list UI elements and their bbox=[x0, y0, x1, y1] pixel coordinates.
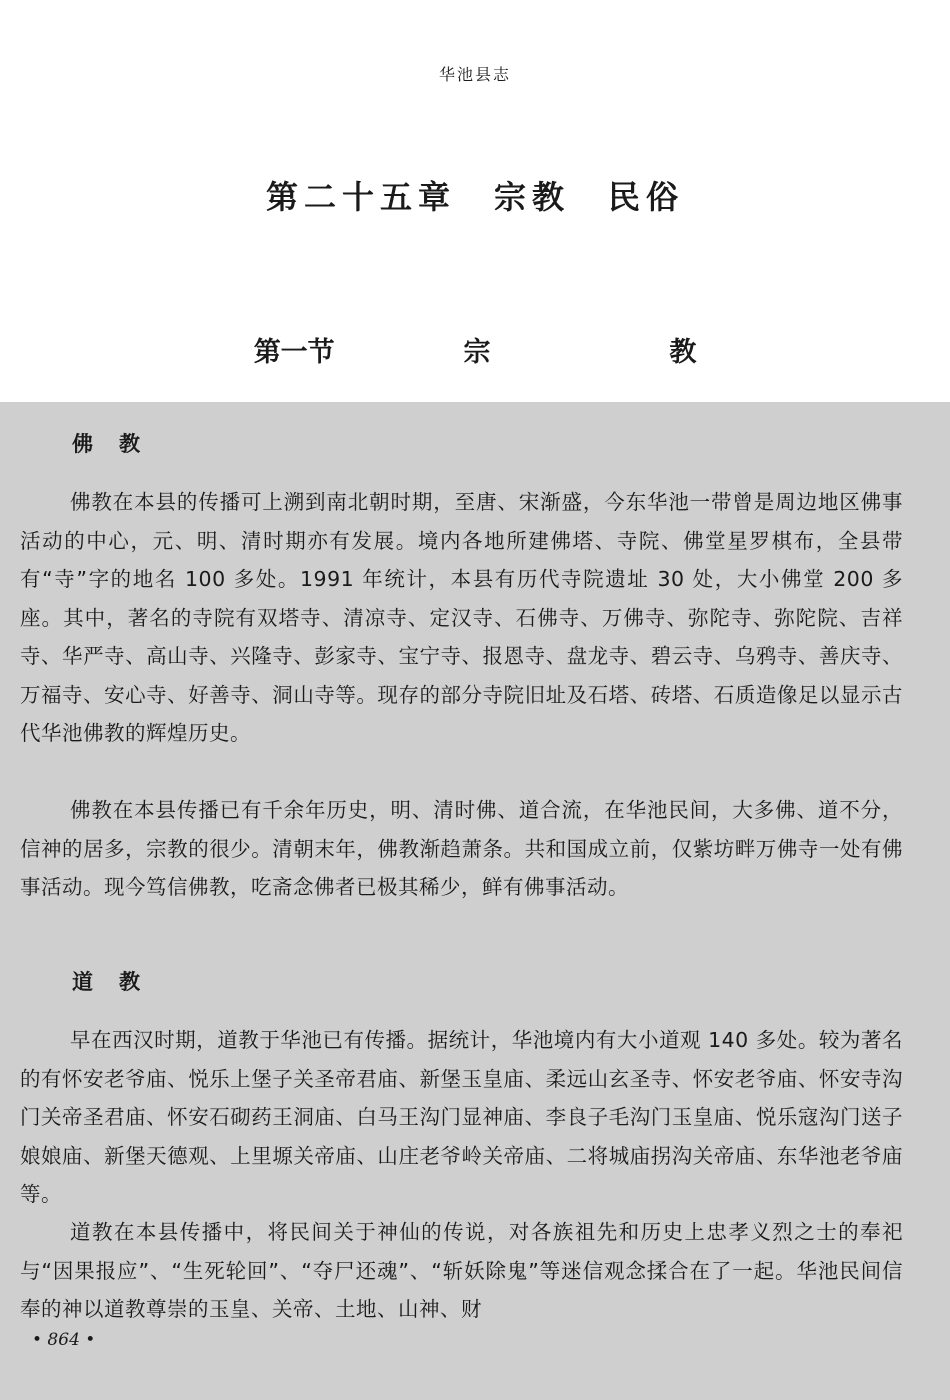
page-number: • 864 • bbox=[32, 1330, 96, 1350]
section-title-char-1: 宗 bbox=[463, 337, 491, 368]
section-title bbox=[0, 330, 950, 369]
section-title-char-2: 教 bbox=[669, 337, 697, 368]
chapter-title: 第二十五章 宗教 民俗 bbox=[265, 178, 684, 216]
paragraph-buddhism-2: 佛教在本县传播已有千余年历史，明、清时佛、道合流，在华池民间，大多佛、道不分，信神的居多，宗教的很少。清朝末年，佛教渐趋萧条。共和国成立前，仅紫坊畔万佛寺一处有佛事活动。现今笃信佛教，吃斋念佛者已极其稀少，鲜有佛事活动。 bbox=[20, 798, 903, 899]
paragraph-taoism-2: 道教在本县传播中，将民间关于神仙的传说，对各族祖先和历史上忠孝义烈之士的奉祀与“因果报应”、“生死轮回”、“夺尸还魂”、“斩妖除鬼”等迷信观念揉合在了一起。华池民间信奉的神以道教尊崇的玉皇、关帝、土地、山神、财 bbox=[20, 1220, 903, 1321]
paragraph-taoism-1: 早在西汉时期，道教于华池已有传播。据统计，华池境内有大小道观 140 多处。较为著名的有怀安老爷庙、悦乐上堡子关圣帝君庙、新堡玉皇庙、柔远山玄圣寺、怀安老爷庙、怀安寺沟门关帝圣君庙、怀安石砌药王洞庙、白马王沟门显神庙、李良子毛沟门玉皇庙、悦乐寇沟门送子娘娘庙、新堡天德观、上里塬关帝庙、山庄老爷岭关帝庙、二将城庙拐沟关帝庙、东华池老爷庙等。 bbox=[20, 1028, 903, 1206]
section-number: 第一节 bbox=[253, 337, 335, 368]
running-header: 华池县志 bbox=[438, 65, 511, 84]
subheading-taoism: 道教 bbox=[72, 970, 166, 994]
paragraph-buddhism-1: 佛教在本县的传播可上溯到南北朝时期，至唐、宋渐盛，今东华池一带曾是周边地区佛事活动的中心，元、明、清时期亦有发展。境内各地所建佛塔、寺院、佛堂星罗棋布，全县带有“寺”字的地名 100 多处。1991 年统计，本县有历代寺院遗址 30 处，大小佛堂 200 多座。其中，著名的寺院有双塔寺、清凉寺、定汉寺、石佛寺、万佛寺、弥陀寺、弥陀院、吉祥寺、华严寺、高山寺、兴隆寺、彭家寺、宝宁寺、报恩寺、盘龙寺、碧云寺、乌鸦寺、善庆寺、万福寺、安心寺、好善寺、洞山寺等。现存的部分寺院旧址及石塔、砖塔、石质造像足以显示古代华池佛教的辉煌历史。 bbox=[20, 490, 903, 745]
subheading-buddhism: 佛教 bbox=[72, 432, 166, 456]
